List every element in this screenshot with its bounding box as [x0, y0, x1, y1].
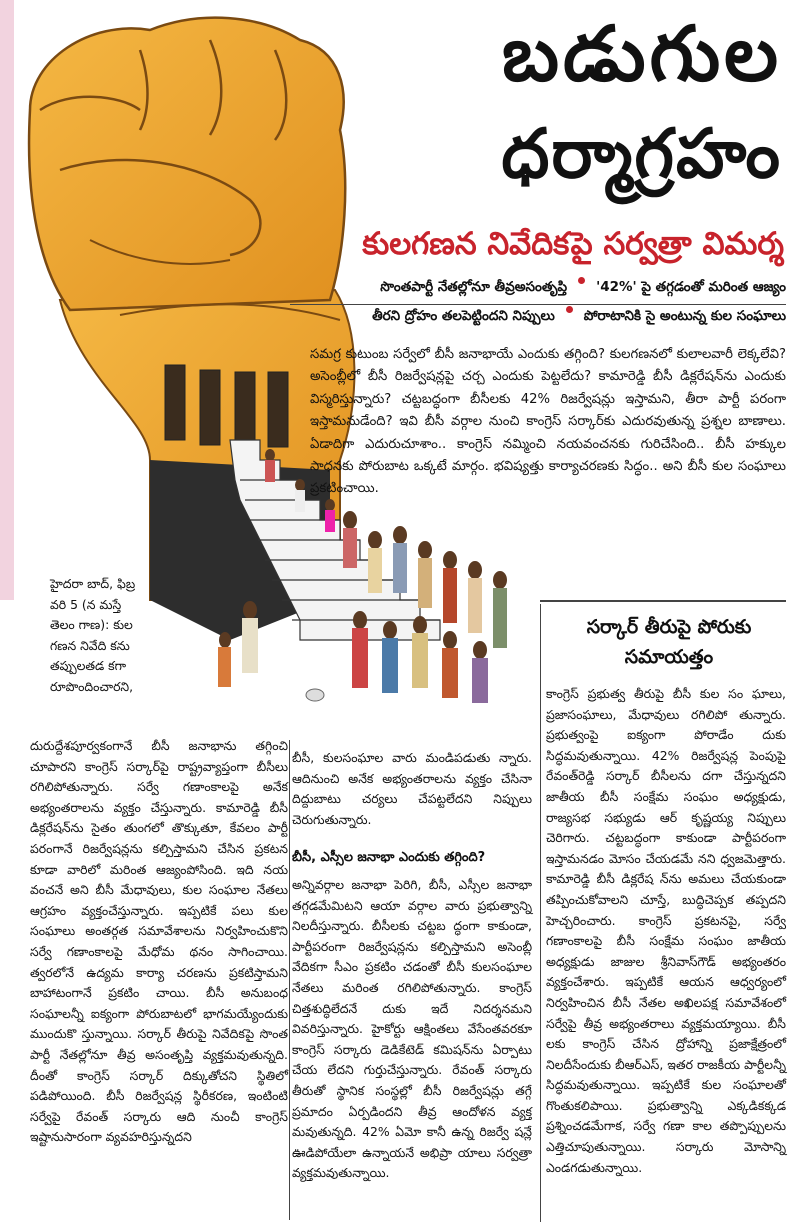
headline [362, 8, 782, 210]
headline-line-1: బడుగుల [501, 9, 782, 98]
divider [290, 304, 786, 305]
column-divider [289, 740, 290, 1220]
bullet-dot-icon [578, 277, 585, 284]
headline-line-2: ధర్మాగ్రహం [501, 115, 782, 194]
section-heading: బీసీ, ఎస్సీల జనాభా ఎందుకు తగ్గింది? [292, 850, 486, 865]
highlights [290, 277, 786, 327]
body-column-2 [292, 748, 532, 830]
highlight-item: పోరాటానికి సై అంటున్న కుల సంఘాలు [583, 308, 786, 324]
intro-paragraph: సమగ్ర కుటుంబ సర్వేలో బీసీ జనాభాయే ఎందుకు తగ్గింది? కులగణనలో కులాలవారీ లెక్కలేవి? అసెంబ్లీలో బీసీ రిజర్వేషన్లపై చర్చ ఎందుకు పెట్టలేదు? కామారెడ్డి బీసీ డిక్లరేషన్‌ను ఎందుకు విస్మరిస్తున్నారు? చట్టబద్ధంగా బీసీలకు 42% రిజర్వేషన్లు ఇస్తామని, తీరా పార్టీ పరంగా ఇస్తామనుడేంది? ఇవి బీసీ వర్గాల నుంచి కాంగ్రెస్ సర్కార్‌కు ఎదురవుతున్న ప్రశ్నల బాణాలు. ఏడాదిగా ఎదురుచూశాం.. కాంగ్రెస్ నమ్మించి నయవంచనకు గురిచేసింది.. బీసీ హక్కుల సాధనకు పోరుబాట ఒక్కటే మార్గం. భవిష్యత్తు కార్యాచరణకు సిద్ధం.. అని బీసీ కుల సంఘాలు ప్రకటించాయి. [310, 347, 786, 497]
fist [29, 18, 345, 310]
divider [540, 600, 786, 602]
body-column-3 [546, 684, 786, 1178]
body-text: దురుద్దేశపూర్వకంగానే బీసీ జనాభాను తగ్గించి చూపారని కాంగ్రెస్ సర్కార్‌పై రాష్ట్రవ్యాప్తంగా బీసీలు రగిలిపోతున్నారు. సర్వే గణాంకాలపై అనేక అభ్యంతరాలను వ్యక్తం చేస్తున్నారు. కామారెడ్డి బీసీ డిక్లరేషన్‌ను సైతం తుంగలో తొక్కుతూ, కేవలం పార్టీ పరంగానే రిజర్వేషన్లను కల్పిస్తామని చేసిన ప్రకటన కూడా వారిలో మరింత ఆజ్యంపోసింది. ఇది నయ వంచనే అని బీసీ మేధావులు, కుల సంఘాల నేతలు ఆగ్రహం వ్యక్తంచేస్తున్నారు. ఇప్పటికే పలు కుల సంఘాలు అంతర్గత సమావేశాలను నిర్వహించుకొని సర్వే గణాంకాలపై మేధోమ థనం సాగించాయి. త్వరలోనే ఉద్యమ కార్యా చరణను ప్రకటిస్తామని బాహాటంగానే ప్రకటిం చాయి. బీసీ అనుబంధ సంఘాలన్నీ ఐక్యంగా పోరుబాటలో భాగమయ్యేందుకు ముందుకొ స్తున్నాయి. సర్కార్ తీరుపై నివేదికపై సొంత పార్టీ నేతల్లోనూ తీవ్ర అసంతృప్తి వ్యక్తమవుతున్నది. దీంతో కాంగ్రెస్ సర్కార్ దిక్కుతోచని స్థితిలో పడిపోయింది. బీసీ రిజర్వేషన్ల స్థిరీకరణ, ఇంటింటి సర్వేపై రేవంత్ సర్కారు ఆది నుంచీ కాంగ్రెస్ ఇష్టానుసారంగా వ్యవహరిస్తున్నదని [30, 738, 288, 1145]
highlight-item: తీరని ద్రోహం తలపెట్టిందని నిప్పులు [372, 308, 555, 324]
bullet-dot-icon [566, 306, 573, 313]
highlight-row [290, 277, 786, 298]
body-column-1 [30, 736, 288, 1148]
column-divider [540, 604, 541, 1222]
highlight-item: సొంతపార్టీ నేతల్లోనూ తీవ్రఅసంతృప్తి [380, 279, 568, 295]
side-heading: సర్కార్ తీరుపై పోరుకు సమాయత్తం [586, 616, 752, 668]
body-text: కాంగ్రెస్ ప్రభుత్వ తీరుపై బీసీ కుల సం ఘాలు, ప్రజాసంఘాలు, మేధావులు రగిలిపో తున్నారు. ప్రభుత్వంపై ఐక్యంగా పోరాడేం దుకు సిద్ధమవుతున్నాయి. 42% రిజర్వేషన్ల పెంపుపై రేవంత్‌రెడ్డి సర్కార్ బీసీలను దగా చేస్తున్నదని జాతీయ బీసీ సంక్షేమ సంఘం అధ్యక్షుడు, రాజ్యసభ సభ్యుడు ఆర్ కృష్ణయ్య నిప్పులు చెరిగారు. చట్టబద్ధంగా కాకుండా పార్టీపరంగా ఇస్తామనడం మోసం చేయడమే నని ధ్వజమెత్తారు. కామారెడ్డి బీసీ డిక్లరేష న్‌ను అమలు చేయకుండా తప్పించుకోవాలని చూస్తే, బుద్ధిచెప్పక తప్పదని హెచ్చరించారు. కాంగ్రెస్ ప్రకటనపై, సర్వే గణాంకాలపై బీసీ సంక్షేమ సంఘం జాతీయ అధ్యక్షుడు జాజుల శ్రీనివాస్‌గౌడ్ అభ్యంతరం వ్యక్తంచేశారు. ఇప్పటికే ఆయన ఆధ్వర్యంలో నిర్వహించిన బీసీ నేతల అఖిలపక్ష సమావేశంలో సర్వేపై తీవ్ర అభ్యంతరాలు వ్యక్తమయ్యాయి. బీసీ లకు కాంగ్రెస్ చేసిన ద్రోహాన్ని ప్రజాక్షేత్రంలో నిలదీసేందుకు బీఆర్‌ఎస్, ఇతర రాజకీయ పార్టీలన్నీ సిద్ధమవుతున్నాయి. ఇప్పటికే కుల సంఘాలతో గొంతుకలిపాయి. ప్రభుత్వాన్ని ఎక్కడికక్కడ ప్రశ్నించడమేగాక, సర్వే గణా కాల తప్పొప్పులను ఎత్తిచూపుతున్నాయి. సర్కారు మోసాన్ని ఎండగడుతున్నాయి. [546, 686, 786, 1175]
dateline: హైదరా బాద్, ఫిబ్ర వరి 5 (న మస్తే తెలం గాణ): కుల గణన నివేది కను తప్పులతడ కగా రూపొందించారని, [50, 576, 136, 694]
left-edge-band [0, 0, 14, 600]
highlight-row [290, 306, 786, 327]
highlight-item: '42%' పై తగ్గడంతో మరింత ఆజ్యం [596, 279, 786, 295]
body-text: అన్నివర్గాల జనాభా పెరిగి, బీసీ, ఎస్సీల జనాభా తగ్గడమేమిటని ఆయా వర్గాల వారు ప్రభుత్వాన్ని నిలదీస్తున్నారు. బీసీలకు చట్టబ ద్ధంగా కాకుండా, పార్టీపరంగా రిజర్వేషన్లను కల్పిస్తామని అసెంబ్లీ వేదికగా సీఎం ప్రకటిం చడంతో బీసీ కులసంఘాల నేతలు మరింత రగిలిపోతున్నారు. కాంగ్రెస్ చిత్తశుద్ధిలేదనే దుకు ఇదే నిదర్శనమని వివరిస్తున్నారు. హైకోర్టు ఆక్షింతలు వేసేంతవరకూ కాంగ్రెస్ సర్కారు డెడికేటెడ్ కమిషన్‌ను ఏర్పాటు చేయ లేదని గుర్తుచేస్తున్నారు. రేవంత్ సర్కారు తీరుతో స్థానిక సంస్థల్లో బీసీ రిజర్వేషన్లు తగ్గే ప్రమాదం ఏర్పడిందని తీవ్ర ఆందోళన వ్యక్త మవుతున్నది. 42% ఏమో కానీ ఉన్న రిజర్వే షన్లే ఊడిపోయేలా ఉన్నాయనే అభిప్రా యాలు సర్వత్రా వ్యక్తమవుతున్నాయి. [292, 877, 532, 1181]
subheadline: కులగణన నివేదికపై సర్వత్రా విమర్శ [362, 226, 784, 262]
body-text: బీసీ, కులసంఘాల వారు మండిపడుతు న్నారు. ఆదినుంచి అనేక అభ్యంతరాలను వ్యక్తం చేసినా దిద్దుబాటు చర్యలు చేపట్టలేదని నిప్పులు చెరుగుతున్నారు. [292, 750, 532, 827]
